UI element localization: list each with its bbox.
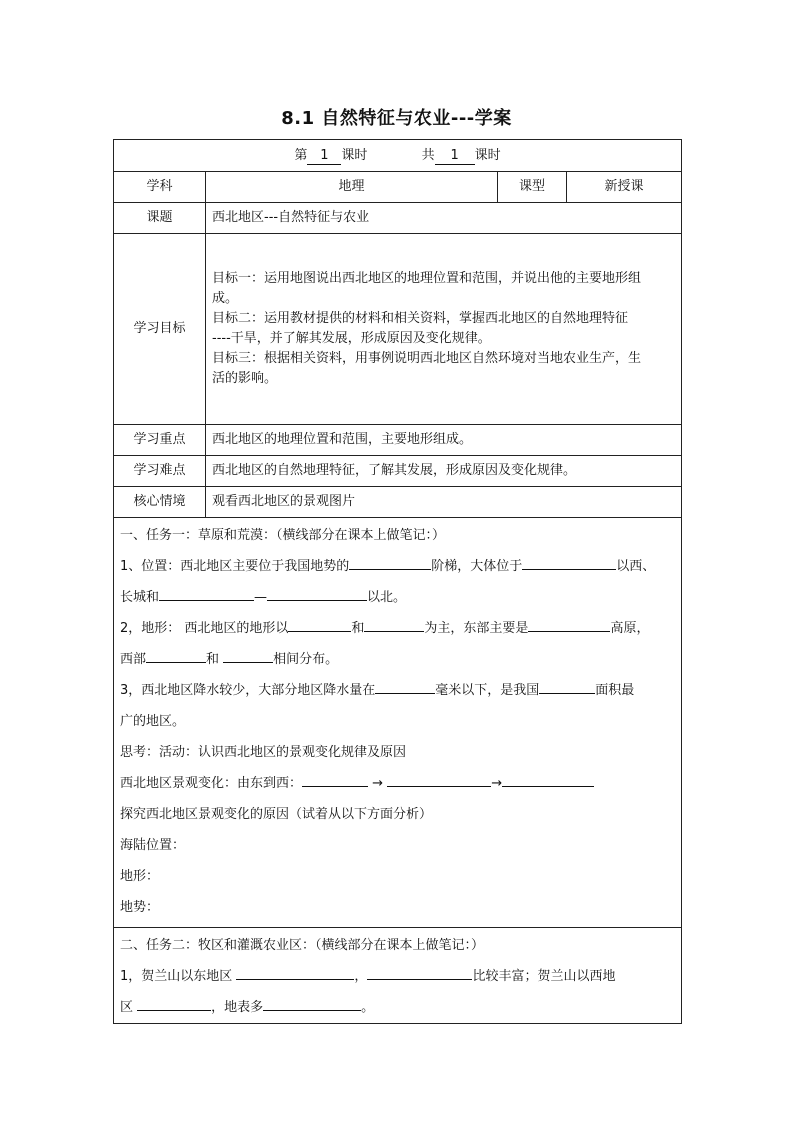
task-1-section: [114, 518, 682, 928]
blank[interactable]: [539, 678, 595, 694]
blank[interactable]: [263, 995, 361, 1011]
text: 3，西北地区降水较少，大部分地区降水量在: [120, 683, 376, 698]
blank[interactable]: [146, 647, 206, 663]
text: 。: [361, 1000, 375, 1015]
task-1-line-3: [120, 613, 675, 644]
factor-terrain: 地形：: [120, 869, 160, 884]
text: 阶梯，大体位于: [431, 559, 523, 574]
goal-1-line-2: 成。: [212, 291, 239, 306]
blank[interactable]: [367, 964, 472, 980]
blank[interactable]: [364, 616, 424, 632]
topic-row: [114, 203, 682, 234]
goal-2-line-2: ----干旱，并了解其发展，形成原因及变化规律。: [212, 331, 491, 346]
type-label: 课型: [498, 172, 567, 203]
subject-label: 学科: [114, 172, 206, 203]
difficulty-label: 学习难点: [114, 456, 206, 487]
blank[interactable]: [236, 964, 354, 980]
topic-label: 课题: [114, 203, 206, 234]
factor-land-sea: 海陆位置：: [120, 838, 186, 853]
task-1-line-4: [120, 644, 675, 675]
blank[interactable]: [223, 647, 273, 663]
text: 和: [206, 652, 220, 667]
task-1-think: 思考：活动：认识西北地区的景观变化规律及原因: [120, 745, 407, 760]
blank[interactable]: [522, 554, 616, 570]
type-value: 新授课: [567, 172, 682, 203]
blank[interactable]: [502, 771, 594, 787]
text: 西部: [120, 652, 147, 667]
text: 毫米以下，是我国: [435, 683, 540, 698]
blank[interactable]: [387, 771, 491, 787]
task-2-heading: 二、任务二：牧区和灌溉农业区：（横线部分在课本上做笔记：）: [120, 938, 485, 953]
study-plan-table: [113, 139, 682, 1024]
text: 以西、: [616, 559, 656, 574]
text: 区: [120, 1000, 134, 1015]
lesson-gong: 共: [421, 147, 435, 163]
task-2-line-1: [120, 961, 675, 992]
text: 相间分布。: [273, 652, 339, 667]
goals-row: [114, 234, 682, 425]
lesson-total: 1: [435, 148, 475, 165]
goal-3-line-1: 目标三：根据相关资料，用事例说明西北地区自然环境对当地农业生产，生: [212, 351, 642, 366]
task-1-line-5: [120, 675, 675, 706]
scenario-label: 核心情境: [114, 487, 206, 518]
lesson-di: 第: [294, 147, 308, 163]
difficulty-row: [114, 456, 682, 487]
difficulty-value: 西北地区的自然地理特征，了解其发展，形成原因及变化规律。: [206, 456, 682, 487]
blank[interactable]: [375, 678, 435, 694]
blank[interactable]: [267, 585, 367, 601]
text: 高原，: [610, 621, 650, 636]
topic-value: 西北地区---自然特征与农业: [206, 203, 682, 234]
lesson-keshi-2: 课时: [474, 147, 501, 163]
text: 2，地形： 西北地区的地形以: [120, 621, 289, 636]
arrow-icon: →: [491, 776, 503, 791]
text: ，: [354, 969, 368, 984]
text: ，地表多: [211, 1000, 264, 1015]
key-point-label: 学习重点: [114, 425, 206, 456]
goals-label: 学习目标: [114, 234, 206, 425]
key-point-value: 西北地区的地理位置和范围，主要地形组成。: [206, 425, 682, 456]
key-point-row: [114, 425, 682, 456]
text: 1、位置：西北地区主要位于我国地势的: [120, 559, 350, 574]
blank[interactable]: [349, 554, 431, 570]
blank[interactable]: [528, 616, 610, 632]
text: —: [254, 590, 268, 605]
blank[interactable]: [159, 585, 254, 601]
lesson-current: 1: [307, 148, 341, 165]
page-title: 8.1 自然特征与农业---学案: [281, 108, 512, 129]
task-2-line-2: [120, 992, 675, 1023]
blank[interactable]: [302, 771, 368, 787]
lesson-count-row: [114, 140, 682, 172]
task-1-landscape-change: [120, 768, 675, 799]
text: 比较丰富；贺兰山以西地: [472, 969, 616, 984]
text: 西北地区景观变化：由东到西：: [120, 776, 303, 791]
text: 1，贺兰山以东地区: [120, 969, 233, 984]
goal-1-line-1: 目标一：运用地图说出西北地区的地理位置和范围，并说出他的主要地形组: [212, 271, 642, 286]
scenario-value: 观看西北地区的景观图片: [206, 487, 682, 518]
task-1-heading: 一、任务一：草原和荒漠：（横线部分在课本上做笔记：）: [120, 528, 446, 543]
arrow-icon: →: [372, 776, 384, 791]
task-1-explore: 探究西北地区景观变化的原因（试着从以下方面分析）: [120, 807, 433, 822]
goal-2-line-1: 目标二：运用教材提供的材料和相关资料，掌握西北地区的自然地理特征: [212, 311, 629, 326]
task-1-line-2: [120, 582, 675, 613]
text: 长城和: [120, 590, 160, 605]
subject-row: [114, 172, 682, 203]
lesson-keshi: 课时: [341, 147, 368, 163]
blank[interactable]: [288, 616, 351, 632]
text: 和: [351, 621, 365, 636]
goal-3-line-2: 活的影响。: [212, 371, 278, 386]
task-1-line-1: [120, 551, 675, 582]
text: 为主，东部主要是: [424, 621, 529, 636]
scenario-row: [114, 487, 682, 518]
task-1-line-6: 广的地区。: [120, 714, 186, 729]
task-2-section: [114, 928, 682, 1024]
subject-value: 地理: [206, 172, 498, 203]
factor-elevation: 地势：: [120, 900, 160, 915]
text: 以北。: [367, 590, 407, 605]
text: 面积最: [595, 683, 635, 698]
blank[interactable]: [137, 995, 211, 1011]
